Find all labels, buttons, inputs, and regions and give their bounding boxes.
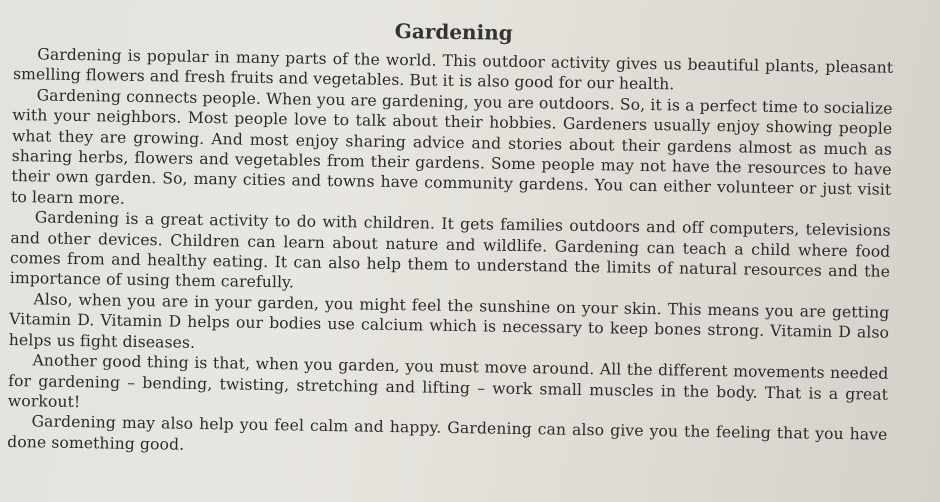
paragraph-3: Gardening is a great activity to do with children. It gets families outdoors and off computers, televisions and other devices. Children can learn about nature and wildlife. Gardening can teach a child where food comes from and healthy eating. It can also help them to understand the limits of natural resources and the importance of using them carefully. [9,208,891,292]
paragraph-1: Gardening is popular in many parts of the world. This outdoor activity gives us beautiful plants, pleasant smelling flowers and fresh fruits and vegetables. But it is also good for our health. [12,45,894,94]
paragraph-6: Gardening may also help you feel calm and happy. Gardening can also give you the feeling that you have done something good. [7,412,888,454]
paragraph-4: Also, when you are in your garden, you might feel the sunshine on your skin. This means you are getting Vitamin D. Vitamin D helps our bodies use calcium which is necessary to keep bones strong. Vitamin D also helps us fight diseases. [8,290,890,352]
paragraph-5: Another good thing is that, when you garden, you must move around. All the different movements needed for gardening – bending, twisting, stretching and lifting – work small muscles in the body. That is a great workout! [7,351,889,411]
page-title: Gardening [394,18,513,45]
article [7,12,894,466]
paragraph-2: Gardening connects people. When you are gardening, you are outdoors. So, it is a perfect time to socialize with your neighbors. Most people love to talk about their hobbies. Gardeners usually enjoy showing people what they are growing. And most enjoy sharing advice and stories about their gardens almost as much as sharing herbs, flowers and vegetables from their gardens. Some people may not have the resources to have their own garden. So, many cities and towns have community gardens. You can either volunteer or just visit to learn more. [10,86,893,208]
